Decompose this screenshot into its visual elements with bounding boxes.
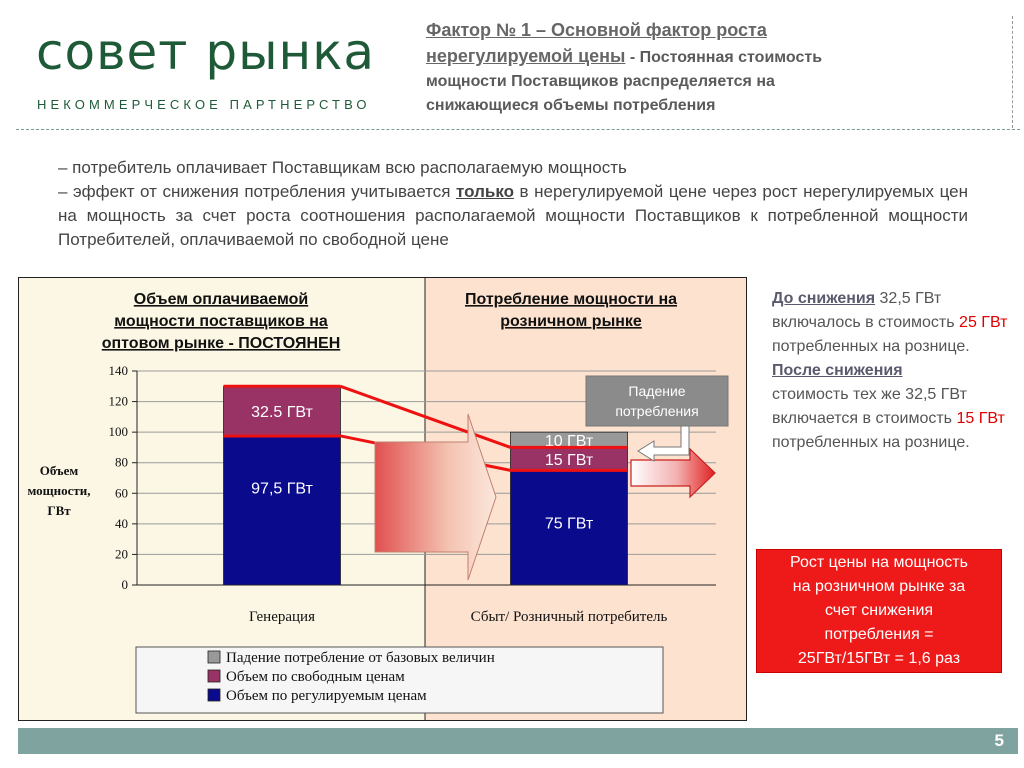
before-red-value: 25 ГВт	[959, 314, 1008, 331]
y-axis-label-line1: Объем	[39, 463, 79, 478]
y-axis-label-line3: ГВт	[47, 503, 71, 518]
intro-emphasis: только	[456, 182, 514, 201]
intro-line2-b: в нерегулируемой цене через рост нерегулируемых цен на мощность за счет роста соотношения располагаемой мощности Поставщиков к потребленной мощности Потребителей, оплачиваемой по свободной цене	[58, 182, 968, 249]
data-label: 75 ГВт	[544, 515, 594, 533]
side-explanation	[772, 287, 1008, 455]
logo-title: совет рынка	[36, 23, 376, 81]
factor-heading-line2: нерегулируемой цены	[426, 46, 626, 66]
factor-text-2: мощности Поставщиков распределяется на	[426, 73, 775, 90]
conclusion-box	[756, 549, 1002, 673]
intro-text	[58, 156, 968, 252]
bar-segment	[224, 436, 341, 585]
stacked-bar-chart	[18, 277, 747, 721]
legend-swatch	[208, 689, 220, 701]
x-tick-label: Генерация	[249, 609, 315, 625]
x-tick-label: Сбыт/ Розничный потребитель	[470, 609, 668, 625]
header-right-divider	[1012, 16, 1013, 128]
footer-band	[18, 728, 1018, 754]
legend-swatch	[208, 670, 220, 682]
after-text-1: стоимость тех же 32,5 ГВт включается в стоимость	[772, 386, 967, 427]
conclusion-line1: Рост цены на мощность	[790, 554, 968, 571]
y-tick-label: 20	[115, 546, 128, 562]
intro-line2	[58, 180, 968, 252]
factor-dash: -	[625, 49, 640, 66]
before-text-1: 32,5 ГВт включалось в стоимость	[772, 290, 955, 331]
right-panel-title-line1: Потребление мощности на	[464, 291, 678, 308]
callout-line2: потребления	[615, 403, 699, 419]
page-number: 5	[994, 731, 1004, 750]
after-label: После снижения	[772, 362, 903, 379]
y-tick-label: 0	[121, 577, 128, 592]
y-tick-label: 80	[115, 454, 128, 470]
y-tick-label: 60	[115, 485, 128, 501]
conclusion-line2: на розничном рынке за	[792, 578, 966, 595]
data-label: 32.5 ГВт	[251, 404, 313, 422]
before-label: До снижения	[772, 290, 876, 307]
conclusion-line5: 25ГВт/15ГВт = 1,6 раз	[797, 650, 961, 667]
data-label: 15 ГВт	[544, 451, 594, 469]
left-panel-title-line3: оптовом рынке - ПОСТОЯНЕН	[101, 335, 341, 352]
legend-label: Падение потребление от базовых величин	[226, 650, 495, 666]
legend-label: Объем по свободным ценам	[226, 669, 405, 685]
intro-line2-a: – эффект от снижения потребления учитывается	[58, 182, 451, 201]
chart-panel	[18, 277, 747, 721]
right-panel-title-line2: розничном рынке	[500, 313, 642, 330]
data-label: 10 ГВт	[544, 432, 594, 450]
factor-text-1: Постоянная стоимость	[639, 49, 823, 66]
y-tick-label: 100	[108, 424, 128, 440]
y-tick-label: 120	[108, 393, 128, 409]
y-tick-label: 140	[108, 363, 128, 378]
before-text-2: потребленных на рознице.	[772, 338, 970, 355]
conclusion-line4: потребления =	[824, 626, 934, 643]
left-panel-title-line2: мощности поставщиков на	[114, 313, 328, 330]
factor-text-3: снижающиеся объемы потребления	[426, 97, 716, 114]
legend-swatch	[208, 651, 220, 663]
header-divider	[16, 129, 1020, 130]
left-panel-title-line1: Объем оплачиваемой	[133, 291, 309, 308]
logo-subtitle: НЕКОММЕРЧЕСКОЕ ПАРТНЕРСТВО	[37, 97, 371, 112]
legend-label: Объем по регулируемым ценам	[226, 688, 427, 704]
factor-heading	[426, 18, 946, 118]
data-label: 97,5 ГВт	[251, 480, 313, 498]
conclusion-line3: счет снижения	[824, 602, 934, 619]
after-red-value: 15 ГВт	[956, 410, 1005, 427]
y-tick-label: 40	[115, 515, 128, 531]
factor-heading-line1: Фактор № 1 – Основной фактор роста	[426, 20, 767, 40]
after-text-2: потребленных на рознице.	[772, 434, 970, 451]
intro-line1: – потребитель оплачивает Поставщикам всю располагаемую мощность	[58, 158, 627, 177]
callout-line1: Падение	[628, 383, 686, 399]
y-axis-label-line2: мощности,	[27, 483, 91, 498]
